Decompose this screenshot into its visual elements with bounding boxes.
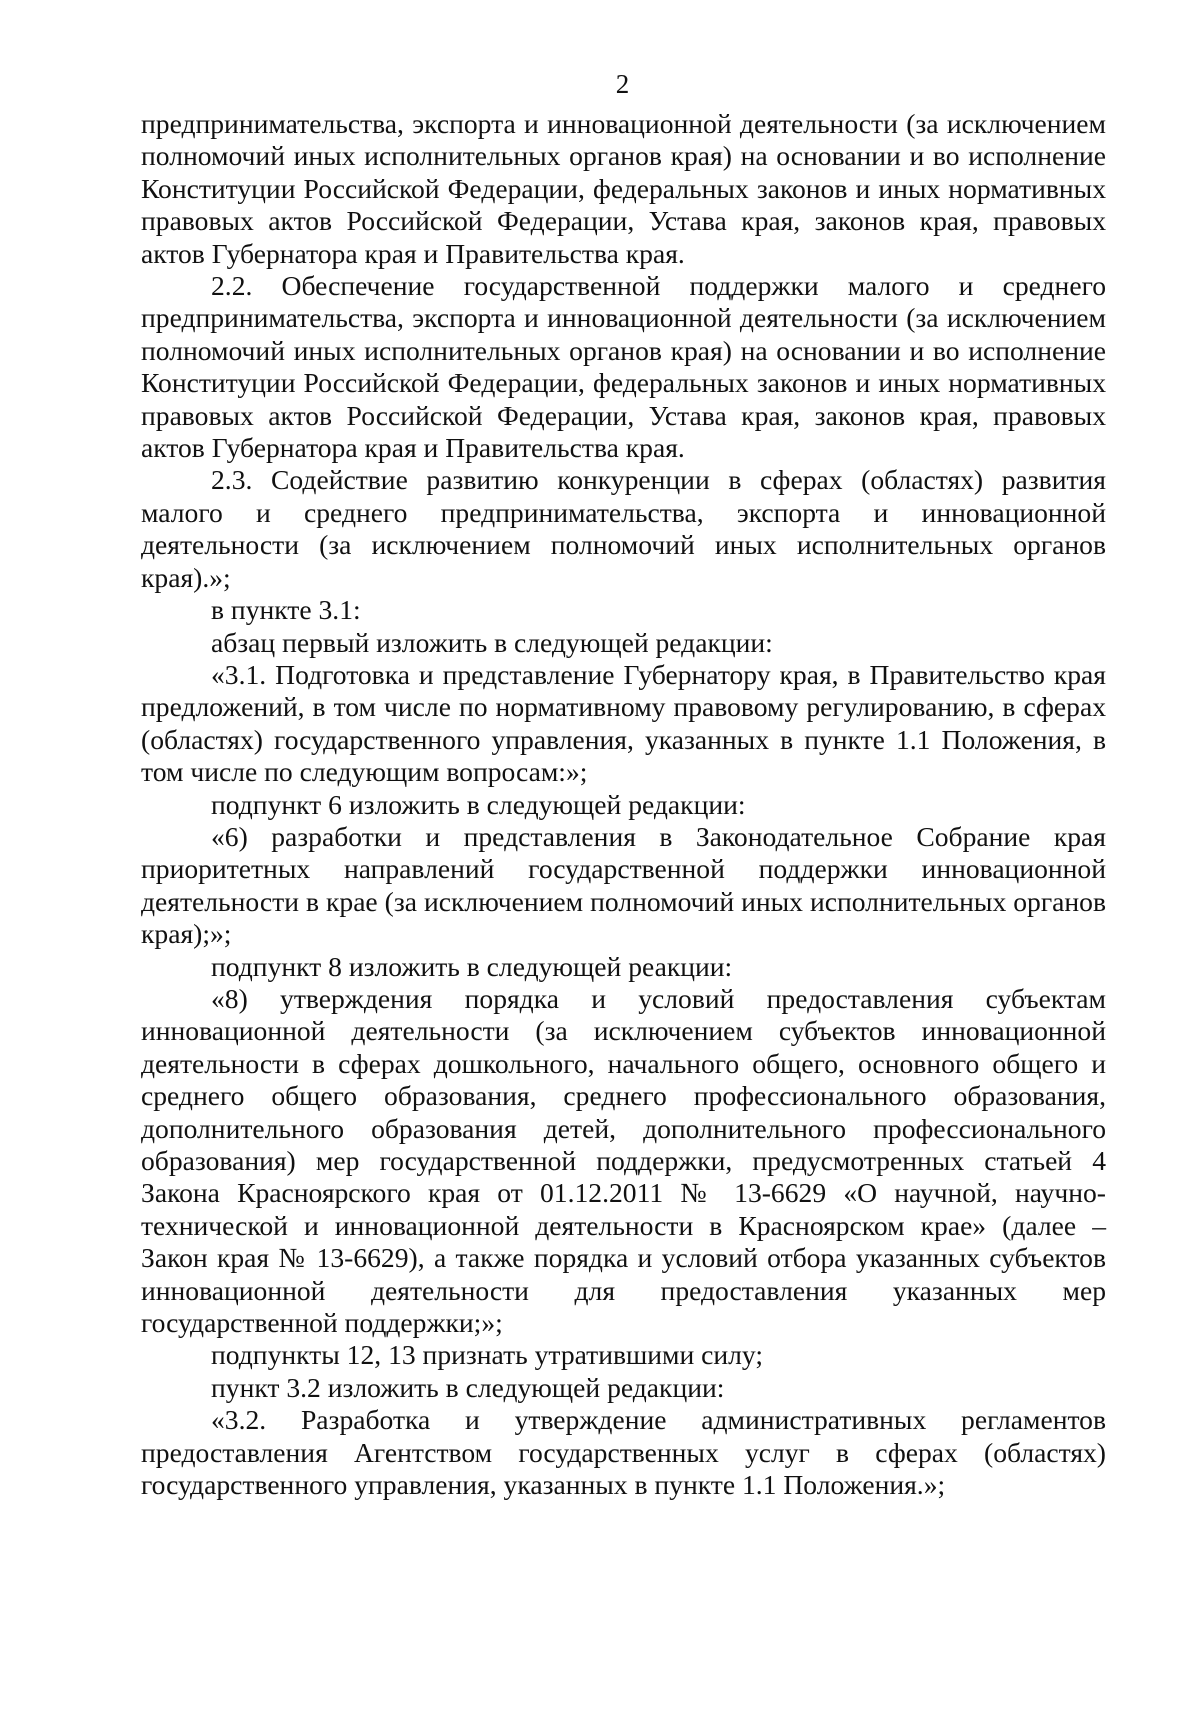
- paragraph-instruction-3-2: пункт 3.2 изложить в следующей редакции:: [211, 1371, 725, 1403]
- paragraph-instruction-subitem-8: подпункт 8 изложить в следующей реакции:: [211, 950, 733, 982]
- paragraph-quote-3-1: «3.1. Подготовка и представление Губернатору края, в Правительство края предложений, в том числе по нормативному правовому регулированию, в сферах (областях) государственного управления, указанных в пункте 1.1 Положения, в том числе по следующим вопросам:»;: [141, 658, 1106, 788]
- paragraph-item-2-3: 2.3. Содействие развитию конкуренции в сферах (областях) развития малого и среднего предпринимательства, экспорта и инновационной деятельности (за исключением полномочий иных исполнительных органов края).»;: [141, 464, 1106, 593]
- paragraph-instruction-first-abzac: абзац первый изложить в следующей редакции:: [211, 626, 773, 658]
- page-number: 2: [615, 69, 630, 99]
- paragraph-quote-3-2: «3.2. Разработка и утверждение административных регламентов предоставления Агентством государственных услуг в сферах (областях) государственного управления, указанных в пункте 1.1 Положения.»;: [141, 1404, 1106, 1501]
- document-body: [141, 108, 1106, 1501]
- paragraph-instruction-3-1: в пункте 3.1:: [211, 594, 361, 626]
- paragraph-instruction-subitem-6: подпункт 6 изложить в следующей редакции:: [211, 788, 746, 820]
- paragraph-quote-subitem-6: «6) разработки и представления в Законодательное Собрание края приоритетных направлений государственной поддержки инновационной деятельности в крае (за исключением полномочий иных исполнительных органов края);»;: [141, 820, 1106, 950]
- paragraph-continuation: предпринимательства, экспорта и инновационной деятельности (за исключением полномочий иных исполнительных органов края) на основании и во исполнение Конституции Российской Федерации, федеральных законов и иных нормативных правовых актов Российской Федерации, Устава края, законов края, правовых актов Губернатора края и Правительства края.: [141, 108, 1106, 269]
- paragraph-quote-subitem-8: «8) утверждения порядка и условий предоставления субъектам инновационной деятельности (за исключением субъектов инновационной деятельности в сферах дошкольного, начального общего, основного общего и среднего общего образования, среднего профессионального образования, дополнительного образования детей, дополнительного профессионального образования) мер государственной поддержки, предусмотренных статьей 4 Закона Красноярского края от 01.12.2011 № 13-6629 «О научной, научно-технической и инновационной деятельности в Красноярском крае» (далее – Закон края № 13-6629), а также порядка и условий отбора указанных субъектов инновационной деятельности для предоставления указанных мер государственной поддержки;»;: [141, 982, 1106, 1339]
- paragraph-item-2-2: 2.2. Обеспечение государственной поддержки малого и среднего предпринимательства, экспорта и инновационной деятельности (за исключением полномочий иных исполнительных органов края) на основании и во исполнение Конституции Российской Федерации, федеральных законов и иных нормативных правовых актов Российской Федерации, Устава края, законов края, правовых актов Губернатора края и Правительства края.: [141, 270, 1106, 464]
- paragraph-instruction-subitems-12-13: подпункты 12, 13 признать утратившими силу;: [211, 1339, 764, 1371]
